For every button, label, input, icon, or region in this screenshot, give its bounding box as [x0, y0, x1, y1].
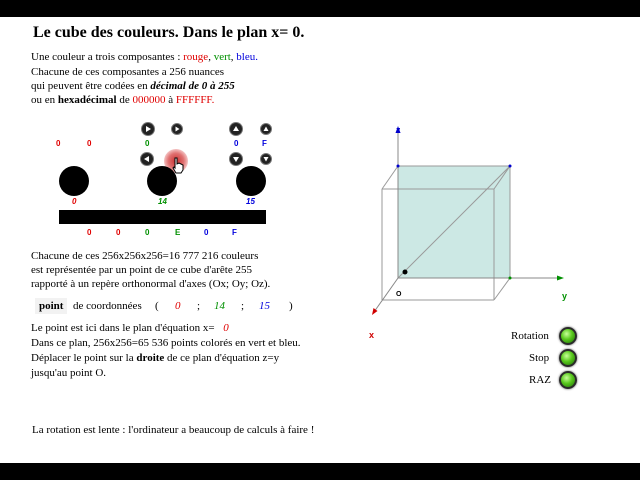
plane-line-1 — [31, 322, 229, 334]
plane-text: de ce plan d'équation z=y — [167, 352, 280, 364]
x-axis-label: x — [369, 330, 375, 340]
red-value-dec: 0 — [56, 139, 61, 148]
plane-x-value: 0 — [223, 322, 229, 334]
red-value-decimal: 0 — [72, 197, 77, 206]
point-y-max — [509, 277, 512, 280]
blue-decrease-button[interactable] — [229, 152, 243, 166]
coord-label: de coordonnées — [73, 300, 142, 312]
intro-text: qui peuvent être codées en — [31, 80, 148, 92]
intro-blue: bleu. — [236, 51, 258, 63]
plane-line-4: jusqu'au point O. — [31, 367, 107, 379]
blue-hex-top: F — [262, 139, 267, 148]
arrow-up-small-icon — [262, 125, 270, 133]
intro-line-2: Chacune de ces composantes a 256 nuances — [31, 66, 225, 78]
intro-text: à — [168, 94, 174, 106]
stop-label: Stop — [529, 352, 550, 364]
hex-min: 000000 — [132, 94, 166, 106]
intro-red: rouge — [183, 51, 209, 63]
blue-value-decimal: 15 — [246, 197, 255, 206]
blue-hex-digit-2: F — [232, 228, 237, 237]
green-value-top: 0 — [145, 139, 150, 148]
point-label: point — [39, 300, 64, 312]
y-axis-label: y — [562, 291, 568, 301]
intro-hex: hexadécimal — [57, 94, 117, 106]
intro-line-4 — [31, 94, 214, 106]
origin-label: O — [396, 291, 402, 298]
y-axis-arrow — [557, 276, 564, 281]
rotation-note: La rotation est lente : l'ordinateur a beaucoup de calculs à faire ! — [32, 424, 315, 436]
play-small-icon — [173, 125, 181, 133]
coord-z: 15 — [259, 300, 270, 312]
stage — [0, 17, 640, 463]
page-title: Le cube des couleurs. Dans le plan x= 0. — [33, 24, 305, 41]
rotation-button[interactable] — [559, 327, 577, 345]
blue-increase-button[interactable] — [229, 122, 243, 136]
intro-line-3 — [31, 80, 235, 92]
intro-line-1: Une couleur a trois composantes : rouge, vert, bleu. — [31, 51, 258, 63]
plane-droite: droite — [136, 352, 165, 364]
x-axis — [374, 278, 398, 312]
red-component-ball — [59, 166, 89, 196]
point-yz-max — [509, 165, 512, 168]
arrow-left-icon — [143, 155, 151, 163]
arrow-up-icon — [232, 125, 240, 133]
color-preview-bar — [59, 210, 266, 224]
coord-close-paren: ) — [289, 300, 293, 312]
green-component-ball — [147, 166, 177, 196]
red-value-hex: 0 — [87, 139, 92, 148]
hex-max: FFFFFF. — [175, 94, 215, 106]
coord-separator: ; — [241, 300, 245, 312]
green-increase-small-button[interactable] — [171, 123, 183, 135]
intro-decimal: décimal de 0 à 255 — [150, 80, 235, 92]
point-z-max — [397, 165, 400, 168]
blue-increase-small-button[interactable] — [260, 123, 272, 135]
arrow-down-small-icon — [262, 155, 270, 163]
green-hex-digit-2: E — [175, 228, 181, 237]
red-hex-digit-2: 0 — [116, 228, 121, 237]
coord-open-paren: ( — [155, 300, 159, 312]
play-icon — [144, 125, 152, 133]
raz-button[interactable] — [559, 371, 577, 389]
intro-text: Une couleur a trois composantes : — [31, 51, 181, 63]
plane-line-3 — [31, 352, 279, 364]
intro-text: de — [119, 94, 130, 106]
z-axis-label: z — [396, 125, 401, 135]
green-increase-button[interactable] — [141, 122, 155, 136]
coord-y: 14 — [214, 300, 225, 312]
blue-value-top: 0 — [234, 139, 239, 148]
blue-decrease-small-button[interactable] — [260, 153, 272, 165]
rotation-label: Rotation — [511, 330, 549, 342]
stop-button[interactable] — [559, 349, 577, 367]
desc-line-2: est représentée par un point de ce cube d'arête 255 — [31, 264, 252, 276]
coord-separator: ; — [197, 300, 201, 312]
arrow-down-icon — [232, 155, 240, 163]
red-hex-digit-1: 0 — [87, 228, 92, 237]
desc-line-1: Chacune de ces 256x256x256=16 777 216 couleurs — [31, 250, 259, 262]
plane-text: Le point est ici dans le plan d'équation x= — [31, 322, 215, 334]
plane-text: Déplacer le point sur la — [31, 352, 134, 364]
green-value-decimal: 14 — [158, 197, 167, 206]
green-hex-digit-1: 0 — [145, 228, 150, 237]
color-point[interactable] — [403, 270, 408, 275]
blue-component-ball — [236, 166, 266, 196]
green-decrease-button[interactable] — [140, 152, 154, 166]
coord-x: 0 — [175, 300, 181, 312]
intro-green: vert — [213, 51, 231, 63]
desc-line-3: rapporté à un repère orthonormal d'axes (Ox; Oy; Oz). — [31, 278, 271, 290]
intro-text: ou en — [31, 94, 56, 106]
blue-hex-digit-1: 0 — [204, 228, 209, 237]
plane-line-2: Dans ce plan, 256x256=65 536 points colorés en vert et bleu. — [31, 337, 301, 349]
raz-label: RAZ — [529, 374, 551, 386]
